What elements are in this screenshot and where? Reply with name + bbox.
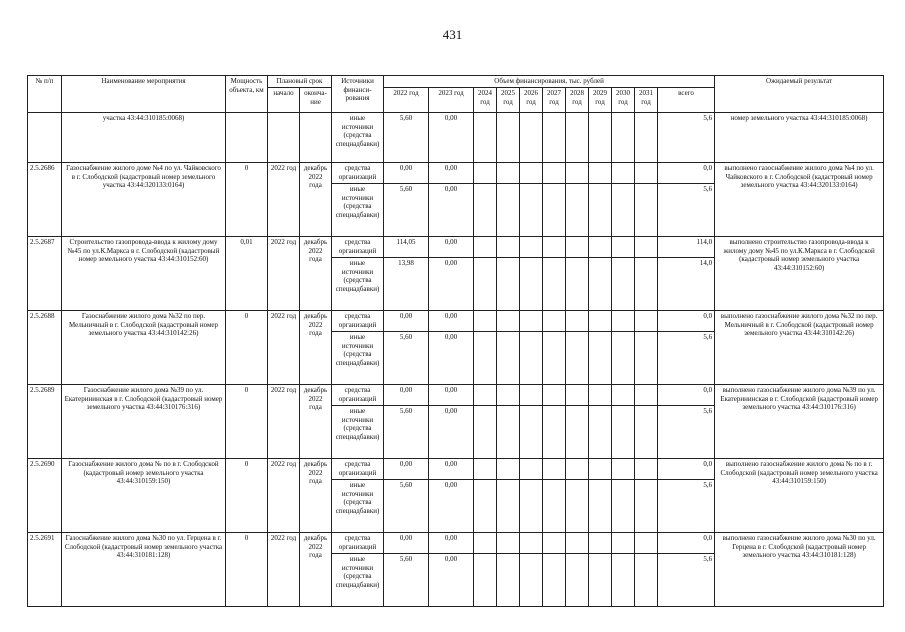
- amount-total: 0,0: [658, 311, 715, 332]
- measure-name: Газоснабжение жилого дома № по в г. Слободской (кадастровый номер земельного участка 43:44:310159:150): [62, 459, 226, 533]
- end-value: декабрь 2022 года: [300, 237, 332, 311]
- amount-2022: 5,60: [384, 554, 429, 607]
- start-value: 2022 год: [268, 459, 300, 533]
- carry-result: номер земельного участка 43:44:310185:0068): [715, 113, 884, 163]
- start-value: 2022 год: [268, 533, 300, 607]
- amount-2022: 0,00: [384, 533, 429, 554]
- end-value: декабрь 2022 года: [300, 163, 332, 237]
- header-volume: Объем финансирования, тыс. рублей: [384, 76, 715, 88]
- header-year: 2028 год: [566, 88, 589, 113]
- header-start: начало: [268, 88, 300, 113]
- source-label: иные источники (средства спецнадбавки): [332, 480, 384, 533]
- carry-2022: 5,60: [384, 113, 429, 163]
- carryover-row: [28, 113, 884, 163]
- amount-2023: 0,00: [429, 237, 474, 258]
- source-label: средства организаций: [332, 533, 384, 554]
- row-number: 2.5.2688: [28, 311, 62, 385]
- measure-name: Газоснабжение жилого дома №30 по ул. Герцена в г. Слободской (кадастровый номер земельного участка 43:44:310181:128): [62, 533, 226, 607]
- amount-2023: 0,00: [429, 406, 474, 459]
- table-row: [28, 163, 884, 184]
- row-number: 2.5.2689: [28, 385, 62, 459]
- header-year: 2022 год: [384, 88, 429, 113]
- source-label: иные источники (средства спецнадбавки): [332, 406, 384, 459]
- end-value: декабрь 2022 года: [300, 459, 332, 533]
- carry-2023: 0,00: [429, 113, 474, 163]
- end-value: декабрь 2022 года: [300, 533, 332, 607]
- amount-2023: 0,00: [429, 459, 474, 480]
- end-value: декабрь 2022 года: [300, 311, 332, 385]
- table-row: [28, 459, 884, 480]
- capacity-value: 0: [226, 459, 268, 533]
- start-value: 2022 год: [268, 385, 300, 459]
- source-label: средства организаций: [332, 237, 384, 258]
- source-label: средства организаций: [332, 311, 384, 332]
- header-name: Наименование мероприятия: [62, 76, 226, 113]
- amount-2023: 0,00: [429, 480, 474, 533]
- header-capacity: Мощность объекта, км: [226, 76, 268, 113]
- header-year: 2031 год: [635, 88, 658, 113]
- measure-name: Газоснабжение жилого доме №4 по ул. Чайковского в г. Слободской (кадастровый номер земельного участка 43:44:320133:0164): [62, 163, 226, 237]
- amount-2023: 0,00: [429, 332, 474, 385]
- header-year: 2023 год: [429, 88, 474, 113]
- expected-result: выполнено строительство газопровода-ввода к жилому дому №45 по ул.К.Маркса в г. Слободской (кадастровый номер земельного участка 43:44:310152:60): [715, 237, 884, 311]
- source-label: иные источники (средства спецнадбавки): [332, 184, 384, 237]
- amount-total: 0,0: [658, 459, 715, 480]
- expected-result: выполнено газоснабжение жилого дома №39 по ул. Екатерининская в г. Слободской (кадастровый номер земельного участка 43:44:310176:316): [715, 385, 884, 459]
- capacity-value: 0: [226, 533, 268, 607]
- amount-total: 5,6: [658, 554, 715, 607]
- capacity-value: 0: [226, 385, 268, 459]
- amount-2022: 5,60: [384, 406, 429, 459]
- header-year: 2024 год: [474, 88, 497, 113]
- header-plan: Плановый срок: [268, 76, 332, 88]
- expected-result: выполнено газоснабжение жилого дома №4 по ул. Чайковского в г. Слободской (кадастровый номер земельного участка 43:44:320133:0164): [715, 163, 884, 237]
- source-label: средства организаций: [332, 459, 384, 480]
- source-label: иные источники (средства спецнадбавки): [332, 258, 384, 311]
- header-year: 2027 год: [543, 88, 566, 113]
- expected-result: выполнено газоснабжение жилого дома № по в г. Слободской (кадастровый номер земельного участка 43:44:310159:150): [715, 459, 884, 533]
- header-year: 2025 год: [497, 88, 520, 113]
- amount-2022: 0,00: [384, 311, 429, 332]
- amount-total: 5,6: [658, 332, 715, 385]
- amount-2022: 114,05: [384, 237, 429, 258]
- expected-result: выполнено газоснабжение жилого дома №30 по ул. Герцена в г. Слободской (кадастровый номер земельного участка 43:44:310181:128): [715, 533, 884, 607]
- amount-2022: 5,60: [384, 480, 429, 533]
- table-row: [28, 311, 884, 332]
- carry-total: 5,6: [658, 113, 715, 163]
- amount-total: 14,0: [658, 258, 715, 311]
- amount-2022: 0,00: [384, 385, 429, 406]
- header-row-1: [28, 76, 884, 88]
- source-label: иные источники (средства спецнадбавки): [332, 554, 384, 607]
- amount-total: 5,6: [658, 480, 715, 533]
- end-value: декабрь 2022 года: [300, 385, 332, 459]
- amount-total: 0,0: [658, 163, 715, 184]
- source-label: средства организаций: [332, 385, 384, 406]
- carry-name: участка 43:44:310185:0068): [62, 113, 226, 163]
- start-value: 2022 год: [268, 311, 300, 385]
- capacity-value: 0: [226, 163, 268, 237]
- amount-2022: 13,98: [384, 258, 429, 311]
- amount-2023: 0,00: [429, 311, 474, 332]
- header-year: 2030 год: [612, 88, 635, 113]
- amount-2023: 0,00: [429, 385, 474, 406]
- table-row: [28, 385, 884, 406]
- amount-2023: 0,00: [429, 163, 474, 184]
- expected-result: выполнено газоснабжение жилого дома №32 по пер. Мельничный в г. Слободской (кадастровый номер земельного участка 43:44:310142:26): [715, 311, 884, 385]
- measure-name: Газоснабжение жилого дома №39 по ул. Екатерининская в г. Слободской (кадастровый номер земельного участка 43:44:310176:316): [62, 385, 226, 459]
- amount-2023: 0,00: [429, 258, 474, 311]
- amount-total: 0,0: [658, 533, 715, 554]
- header-year: 2026 год: [520, 88, 543, 113]
- header-end: оконча-ние: [300, 88, 332, 113]
- header-year: 2029 год: [589, 88, 612, 113]
- start-value: 2022 год: [268, 237, 300, 311]
- table-row: [28, 237, 884, 258]
- source-label: иные источники (средства спецнадбавки): [332, 332, 384, 385]
- amount-2023: 0,00: [429, 554, 474, 607]
- amount-2022: 0,00: [384, 163, 429, 184]
- amount-total: 114,0: [658, 237, 715, 258]
- amount-2023: 0,00: [429, 533, 474, 554]
- row-number: 2.5.2691: [28, 533, 62, 607]
- header-result: Ожидаемый результат: [715, 76, 884, 113]
- amount-total: 0,0: [658, 385, 715, 406]
- start-value: 2022 год: [268, 163, 300, 237]
- capacity-value: 0: [226, 311, 268, 385]
- row-number: 2.5.2687: [28, 237, 62, 311]
- amount-2022: 5,60: [384, 332, 429, 385]
- source-label: средства организаций: [332, 163, 384, 184]
- amount-total: 5,6: [658, 406, 715, 459]
- measure-name: Газоснабжение жилого дома №32 по пер. Мельничный в г. Слободской (кадастровый номер земельного участка 43:44:310142:26): [62, 311, 226, 385]
- financing-table: [27, 75, 884, 607]
- amount-2022: 5,60: [384, 184, 429, 237]
- carry-source: иные источники (средства спецнадбавки): [332, 113, 384, 163]
- row-number: 2.5.2690: [28, 459, 62, 533]
- capacity-value: 0,01: [226, 237, 268, 311]
- table-row: [28, 533, 884, 554]
- header-total: всего: [658, 88, 715, 113]
- amount-2022: 0,00: [384, 459, 429, 480]
- header-num: № п/п: [28, 76, 62, 113]
- measure-name: Строительство газопровода-ввода к жилому дому №45 по ул.К.Маркса в г. Слободской (кадастровый номер земельного участка 43:44:310152:60): [62, 237, 226, 311]
- amount-total: 5,6: [658, 184, 715, 237]
- header-sources: Источники финанси-рования: [332, 76, 384, 113]
- row-number: 2.5.2686: [28, 163, 62, 237]
- page-number: 431: [442, 27, 463, 42]
- amount-2023: 0,00: [429, 184, 474, 237]
